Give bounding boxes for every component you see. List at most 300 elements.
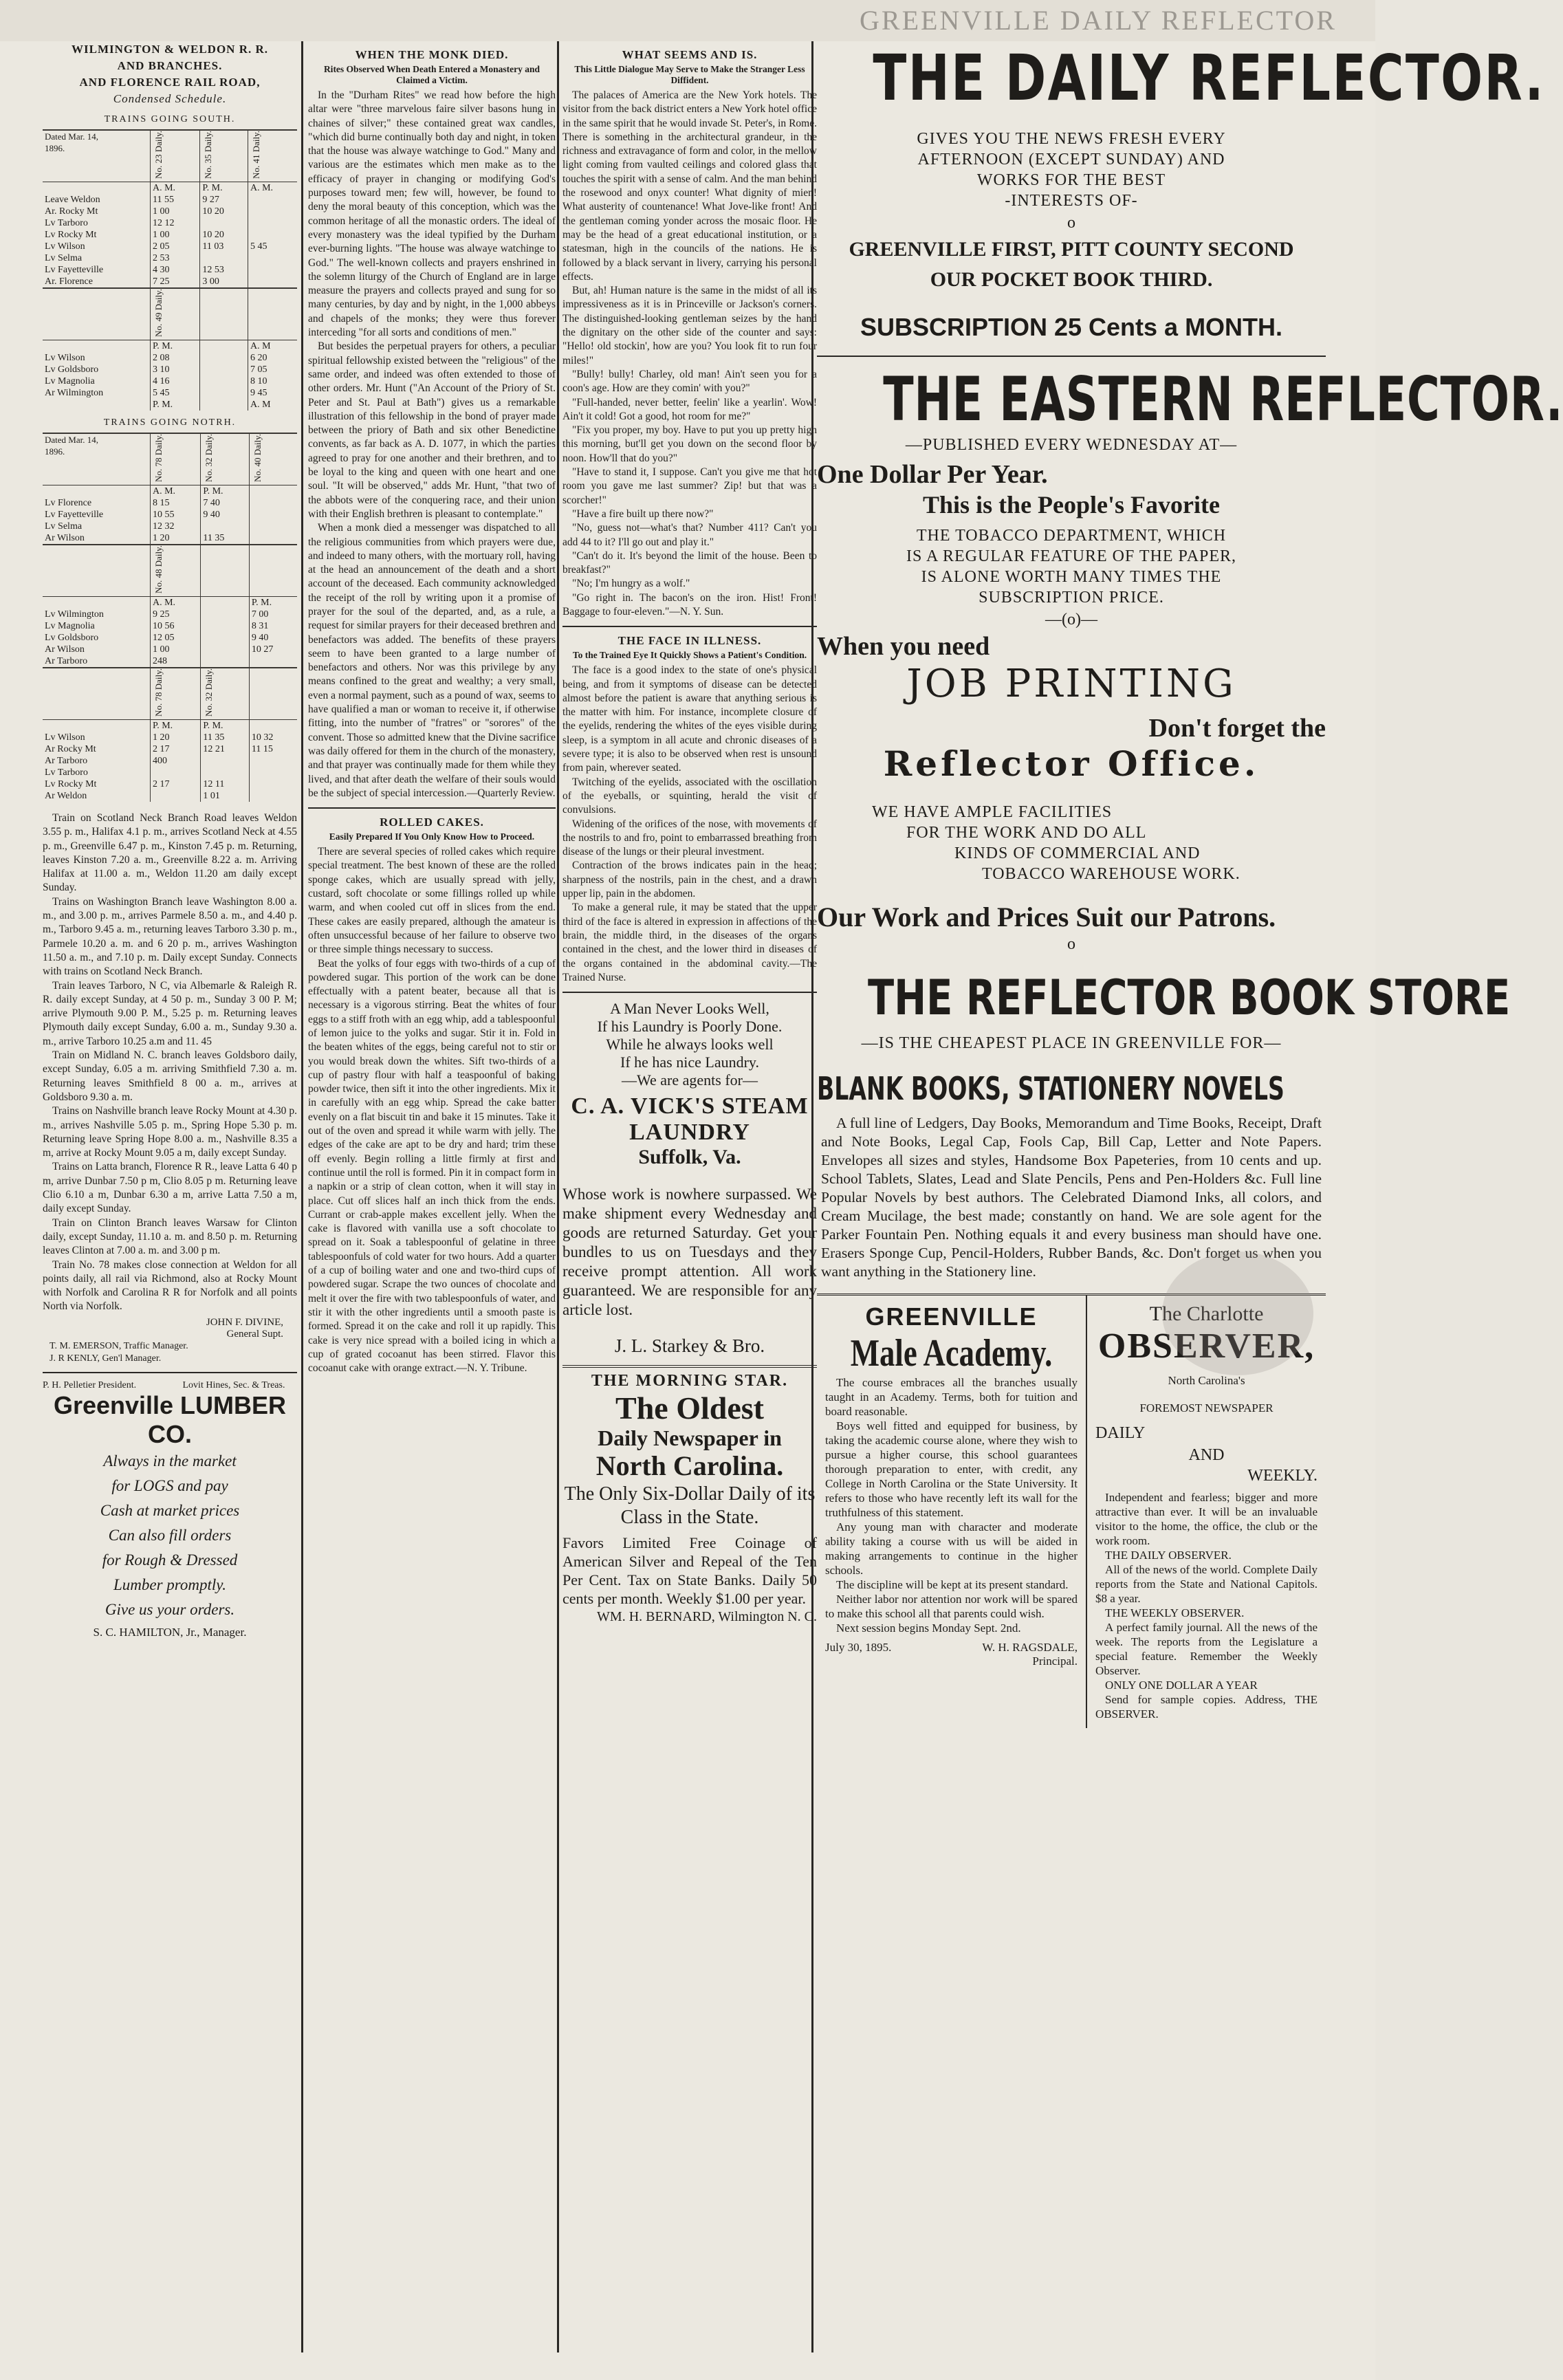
- schedule-cell: [200, 217, 248, 229]
- male-academy-ad: [817, 1296, 1086, 1728]
- lumber-line: Give us your orders.: [105, 1600, 235, 1618]
- article-paragraph: To make a general rule, it may be stated that the upper third of the face is altered in expression in affections of the brain, the middle third, in the diseases of the organs contained in the chest, and the lower third in diseases of the organs contained in the abdominal cavity.—The Trained Nurse.: [562, 902, 817, 983]
- laundry-top-line: If his Laundry is Poorly Done.: [597, 1018, 783, 1036]
- star-signature: WM. H. BERNARD, Wilmington N. C.: [597, 1609, 817, 1625]
- schedule-cell: 7 25: [151, 276, 200, 288]
- divider: [562, 992, 817, 993]
- daily-reflector-ad: [817, 41, 1546, 342]
- column-rule: [557, 41, 559, 2352]
- schedule-row: [43, 509, 297, 521]
- schedule-cell: 10 27: [249, 644, 297, 655]
- schedule-cell: Lv Wilson: [45, 353, 85, 363]
- schedule-cell: [151, 790, 201, 802]
- job-printing-title: JOB PRINTING: [906, 662, 1236, 706]
- schedule-cell: 9 27: [200, 194, 248, 206]
- schedule-cell: 12 32: [151, 521, 201, 532]
- lumber-line: Can also fill orders: [108, 1526, 232, 1544]
- schedule-note: Trains on Latta branch, Florence R R., leave Latta 6 40 p m, arrive Dunbar 7.50 p m, Clio 8.05 p m. Returning leave Clio 6.10 a m, Dunbar 6.30 a m, arrive Latta 7.50 a m, daily except Sunday.: [43, 1161, 297, 1215]
- article-paragraph: Widening of the orifices of the nose, with movements of the nostrils to and fro, point to embarrassed breathing from disease of the lungs or their pleural investment.: [562, 818, 817, 858]
- headline-face-in-illness: THE FACE IN ILLNESS.: [617, 634, 762, 648]
- schedule-cell: 1 00: [151, 206, 200, 217]
- schedule-cell: [249, 767, 297, 778]
- schedule-cell: 2 05: [151, 241, 200, 252]
- schedule-cell: [200, 340, 248, 353]
- schedule-cell: [200, 252, 248, 264]
- schedule-cell: P. M.: [200, 182, 248, 195]
- ad-line: One Dollar Per Year.: [817, 460, 1048, 489]
- column-advertisements: [817, 41, 1563, 2352]
- laundry-place: Suffolk, Va.: [638, 1146, 741, 1169]
- schedule-cell: Ar Wilson: [45, 644, 85, 655]
- article-paragraph: In the "Durham Rites" we read how before the high altar were "three marvelous faire silver basons hung in chaines of silver;" these contained great wax candles, "which did burne continually both day and night, in token that the house was alwaye watchinge to God." Many and various are the estimates which men make as to the efficacy of prayer in changing or modifying God's purposes toward men; few will, however, be found to deny the moral beauty of this conception, which was the common heritage of all the monastic orders. The ideal of every monastery was the ideal typified by the Durham ever-burning lights. "The house was alwaye watchinge to God." The well-known collects and prayers enshrined in the solemn liturgy of the Church of England are in large measure the prayers and collects prayed and sung for so many centuries, by day and by night, in the 1,000 abbeys and chapels of the monks; they were thus forever interceding "for all sorts and conditions of men.": [308, 89, 556, 339]
- schedule-cell: [201, 609, 250, 620]
- schedule-row: [43, 532, 297, 545]
- article-paragraph: "Can't do it. It's beyond the limit of the house. Been to breakfast?": [562, 549, 817, 576]
- divider: [562, 626, 817, 627]
- schedule-cell: Ar Tarboro: [45, 656, 88, 666]
- lumber-co-ad: [43, 1380, 297, 1639]
- academy-paragraph: The course embraces all the branches usually taught in an Academy. Terms, both for tuition and board reasonable.: [825, 1376, 1078, 1418]
- article-paragraph: Beat the yolks of four eggs with two-thirds of a cup of powdered sugar. This portion of the work can be done effectually with a patent beater, because all that is necessary is a vigorous stirring. Beat the whites of four eggs to a stiff froth with an egg whip, add a tablespoonful of lemon juice to the yolks and sugar. Stir it in. Fold in the beaten whites of the eggs, being careful not to stir or you would break down the whites. Sift two-thirds of a cup of pastry flour with half a teaspoonful of baking powder twice, then sift it into the other ingredients. Mix it in carefully with an egg whip. Spread the cake batter evenly on a flat biscuit tin and bake it 15 minutes. Take it out of the oven and spread it while warm with jelly. The edges of the cake are apt to be dry and hard; trim these off evenly. Begin rolling a little firmly at first and continue until the roll is formed. Pin it in compact form in a napkin or a strip of clean cotton, when it will stay in place. Cut off slices half an inch thick from the ends. Currant or crab-apple makes excellent jelly. When the cake is flavored with vanilla use a soft chocolate to spread on it. Soak a tablespoonful of gelatine in three tablespoonfuls of cold water for two hours. Add a quarter of a cup of boiling water and one and two-third cups of powdered sugar. Scrape the two ounces of chocolate and melt it over the fire with two tablespoonfuls of water, and stir it with the other ingredients until a smooth paste is formed. Spread it on the cake and roll it up rapidly. This cake is very nice spread with a boiled icing in which a cup of grated cocoanut has been stirred. Flavor this cocoanut cake with orange extract.—N. Y. Tribune.: [308, 957, 556, 1375]
- schedule-cell: 1 00: [151, 644, 201, 655]
- ad-line: Don't forget the: [1148, 714, 1326, 743]
- deck-what-seems: This Little Dialogue May Serve to Make the Stranger Less Diffident.: [574, 64, 805, 85]
- schedule-cell: [200, 399, 248, 411]
- headline-what-seems-and-is: WHAT SEEMS AND IS.: [622, 48, 758, 61]
- schedule-header-cell: [43, 288, 151, 340]
- schedule-header-text: No. 78 Daily.: [153, 668, 164, 717]
- schedule-header-row: [43, 545, 297, 597]
- schedule-cell: Lv Wilson: [45, 732, 85, 743]
- schedule-cell: [43, 340, 151, 353]
- ad-line: WE HAVE AMPLE FACILITIES: [872, 803, 1113, 821]
- schedule-cell: 1 00: [151, 229, 200, 241]
- eastern-reflector-ad: [817, 364, 1563, 631]
- lumber-line: for Rough & Dressed: [102, 1551, 238, 1569]
- schedule-header-cell: [201, 433, 250, 485]
- signature-name: JOHN F. DIVINE,: [206, 1316, 283, 1328]
- schedule-cell: 1 20: [151, 732, 201, 743]
- schedule-cell: A. M.: [151, 182, 200, 195]
- schedule-cell: [43, 182, 151, 195]
- schedule-cell: [201, 597, 250, 609]
- schedule-cell: Lv Wilmington: [45, 609, 104, 620]
- lumber-line: Cash at market prices: [100, 1501, 240, 1519]
- schedule-header-text: No. 32 Daily.: [204, 668, 215, 717]
- schedule-cell: 8 15: [151, 497, 201, 509]
- schedule-cell: [248, 276, 297, 288]
- schedule-header-cell: [43, 433, 151, 485]
- schedule-cell: [201, 632, 250, 644]
- observer-line: DAILY: [1095, 1424, 1146, 1442]
- schedule-cell: 12 11: [201, 778, 250, 790]
- schedule-cell: 400: [151, 755, 201, 767]
- schedule-cell: 10 55: [151, 509, 201, 521]
- masthead-line: WILMINGTON & WELDON R. R.: [71, 43, 268, 56]
- article-paragraph: But, ah! Human nature is the same in the midst of all its impressiveness as it is in Princeville or Jackson's corners. The distinguished-looking gentleman seizes by the hand the dignitary on the other side of the counter and says: "Hello! old stockin', how are you? You look fit to run four miles!": [562, 285, 817, 367]
- schedule-cell: 11 03: [200, 241, 248, 252]
- schedule-header-cell: [200, 130, 248, 182]
- schedule-note: Train leaves Tarboro, N C, via Albemarle & Raleigh R. R. daily except Sunday, at 4 50 p. m., Sunday 3 00 P. M; arrive Plymouth 9.00 P. M., 5.25 p. m. Returning leaves Plymouth daily except Sunday, 6.00 a. m., Sunday 9.30 a. m., arrive Tarboro 10.25 a.m and 11. 45: [43, 979, 297, 1047]
- schedule-header-text: No. 23 Daily.: [153, 131, 164, 179]
- article-paragraph: But besides the perpetual prayers for others, a peculiar spiritual fellowship existed between the "religious" of the same order, and indeed was often extended to those of other orders. Mr. Hunt ("An Account of the Priory of St. Peter and St. Paul at Bath") gives us a remarkable illustration of this fellowship in the bond of prayer made between the priory of Bath and six other Benedictine convents, as far back as A. D. 1077, in which the parties agreed to pray for one another and their brethren, and to be loyal to the king and queen with one heart and one soul. "It will be observed," adds Mr. Hunt, "that two of the abbots were of the conquering race, and their union with their English brethren is pleasant to contemplate.": [308, 340, 556, 520]
- article-paragraph: "Bully! bully! Charley, old man! Ain't seen you for a coon's age. How are they comin' with you?": [562, 368, 817, 395]
- divider: [817, 356, 1326, 357]
- schedule-cell: 7 40: [201, 497, 250, 509]
- signature-emerson: T. M. EMERSON, Traffic Manager.: [50, 1340, 188, 1351]
- article-paragraph: "Full-handed, never better, feelin' like a yearlin'. Wow! Ain't it cold! Got a good, hot room for me?": [562, 396, 817, 422]
- schedule-row: [43, 644, 297, 655]
- book-store-title: THE REFLECTOR BOOK STORE: [868, 970, 1511, 1026]
- schedule-cell: [249, 497, 297, 509]
- schedule-row: [43, 399, 297, 411]
- schedule-cell: 7 00: [249, 609, 297, 620]
- schedule-cell: [249, 790, 297, 802]
- ad-line: This is the People's Favorite: [923, 491, 1220, 518]
- article-paragraph: There are several species of rolled cakes which require special treatment. The best known of these are the rolled sponge cakes, which are usually spread with jelly, custard, soft chocolate or some fillings rolled up while warm, and when cooled cut off in slices from the end. These cakes are easily prepared, although the amateur is often unsuccessful because of her failure to observe two or three simple things necessary to success.: [308, 846, 556, 956]
- ad-line: GREENVILLE FIRST, PITT COUNTY SECOND: [849, 238, 1294, 261]
- schedule-cell: P. M.: [249, 597, 297, 609]
- schedule-cell: 2 08: [151, 352, 200, 364]
- schedule-cell: Lv Tarboro: [45, 218, 88, 228]
- observer-paragraph: THE WEEKLY OBSERVER.: [1105, 1606, 1245, 1619]
- ad-line: GIVES YOU THE NEWS FRESH EVERY: [917, 130, 1226, 148]
- schedule-header-cell: [151, 668, 201, 720]
- lumber-line: Always in the market: [103, 1452, 237, 1470]
- schedule-cell: 4 30: [151, 264, 200, 276]
- headline-when-the-monk-died: WHEN THE MONK DIED.: [355, 48, 509, 61]
- schedule-cell: [200, 387, 248, 399]
- laundry-body: Whose work is nowhere surpassed. We make shipment every Wednesday and goods are returned Saturday. Get your bundles to us on Tuesdays and they receive prompt attention. All work guaranteed. We are responsible for any article lost.: [562, 1186, 817, 1319]
- job-printing-ad: [817, 631, 1326, 956]
- schedule-cell: Lv Magnolia: [45, 621, 95, 631]
- schedule-row: [43, 778, 297, 790]
- schedule-row: [43, 743, 297, 755]
- schedule-title-south: TRAINS GOING SOUTH.: [104, 114, 236, 124]
- schedule-row: [43, 352, 297, 364]
- schedule-row: [43, 375, 297, 387]
- schedule-header-text: No. 41 Daily.: [250, 131, 261, 179]
- masthead-line: Condensed Schedule.: [113, 92, 227, 105]
- schedule-row: [43, 790, 297, 802]
- article-paragraph: When a monk died a messenger was dispatched to all the religious communities from which prayers were due, and indeed to many others, with the mortuary roll, having at the head an announcement of the death and a short account of the deceased. Each community acknowledged the receipt of the roll by writing upon it a promise of prayer for the soul of the departed, and, as a rule, a request for similar prayers for their deceased brethren and benefactors was added. The benefits of these prayers seem to have been granted to a large number of benefactors and others. Nor was this privilege by any means confined to the great and wealthy; a very small, even a normal payment, such as a pound of wax, seems to have qualified a man or woman to receive it, if otherwise fitting, into the number of "fratres" or "sorores" of the convent. Those so admitted knew that the Divine sacrifice was daily offered for them in the church of the monastery, and that prayer was continually made for them while they lived, and that after death the welfare of their souls would be the subject of special intercession.—Quarterly Review.: [308, 522, 556, 799]
- morning-star-ad: [562, 1365, 817, 1623]
- schedule-row: [43, 597, 297, 609]
- schedule-cell: 12 05: [151, 632, 201, 644]
- headline-rolled-cakes: ROLLED CAKES.: [380, 816, 484, 829]
- article-paragraph: Twitching of the eyelids, associated with the oscillation of the eyeballs, or squinting, herald the visit of convulsions.: [562, 776, 817, 816]
- schedule-row: [43, 276, 297, 288]
- schedule-title-north: TRAINS GOING NOTRH.: [103, 417, 237, 428]
- schedule-cell: 2 53: [151, 252, 200, 264]
- schedule-cell: 12 21: [201, 743, 250, 755]
- star-line-4: The Only Six-Dollar Daily of its Class in the State.: [564, 1483, 816, 1529]
- header-strip: [0, 0, 1375, 41]
- article-paragraph: "Have a fire built up there now?": [572, 507, 714, 520]
- column-articles-2: [562, 41, 817, 2352]
- star-line-1: The Oldest: [615, 1390, 764, 1426]
- schedule-cell: [248, 264, 297, 276]
- schedule-row: [43, 732, 297, 743]
- schedule-header-text: No. 40 Daily.: [252, 434, 263, 482]
- schedule-cell: 2 17: [151, 778, 201, 790]
- observer-line: FOREMOST NEWSPAPER: [1139, 1401, 1274, 1415]
- schedule-row: [43, 217, 297, 229]
- schedule-cell: A. M: [248, 340, 297, 353]
- schedule-header-cell: [249, 668, 297, 720]
- star-line-3: North Carolina.: [595, 1450, 784, 1482]
- schedule-cell: [249, 509, 297, 521]
- schedule-header-cell: [151, 545, 201, 597]
- column-articles-1: [308, 41, 556, 2352]
- schedule-header-row: [43, 668, 297, 720]
- lumber-line: Lumber promptly.: [113, 1575, 226, 1593]
- schedule-row: [43, 755, 297, 767]
- schedule-note: Trains on Washington Branch leave Washington 8.00 a. m., and 3.00 p. m., arrives Parmele 8.50 a. m., and 4.40 p. m., Tarboro 9.45 a. m., returning leaves Tarboro 3.30 p. m., Parmele 10.20 a. m. and 6 20 p. m., arrives Washington 11.50 a. m., and 7.10 p. m. Daily except Sunday. Connects with trains on Scotland Neck Branch.: [43, 895, 297, 978]
- ad-line: When you need: [817, 632, 990, 661]
- schedule-cell: 1 01: [201, 790, 250, 802]
- observer-paragraph: Send for sample copies. Address, THE OBSERVER.: [1095, 1693, 1318, 1721]
- schedule-row: [43, 387, 297, 399]
- schedule-cell: Lv Fayetteville: [45, 510, 104, 520]
- laundry-top-line: While he always looks well: [606, 1036, 774, 1053]
- lumber-manager: S. C. HAMILTON, Jr., Manager.: [93, 1625, 247, 1639]
- article-paragraph: The face is a good index to the state of one's physical being, and from it symptoms of disease can be detected almost before the patient is aware that anything serious is the matter with him. For instance, incomplete closure of the eyelids, rendering the whites of the eyes visible during sleep, is a symptom in all acute and chronic diseases of a severe type; it is also to be observed when rest is unsound from pain, wherever seated.: [562, 664, 817, 774]
- schedule-row: [43, 194, 297, 206]
- schedule-header-cell: [201, 668, 250, 720]
- schedule-header-text: No. 48 Daily.: [153, 545, 164, 593]
- schedule-cell: [249, 655, 297, 668]
- ad-line: KINDS OF COMMERCIAL AND: [954, 844, 1201, 862]
- schedule-row: [43, 521, 297, 532]
- observer-line: WEEKLY.: [1247, 1467, 1318, 1485]
- schedule-cell: [249, 755, 297, 767]
- divider: [308, 807, 556, 809]
- book-store-ad: [817, 970, 1511, 1281]
- ink-blot: [1162, 1252, 1313, 1375]
- academy-title-2: Male Academy.: [850, 1332, 1053, 1375]
- schedule-cell: Ar Rocky Mt: [45, 744, 96, 754]
- subscription-line: SUBSCRIPTION 25 Cents a MONTH.: [860, 313, 1283, 341]
- schedule-header-cell: [151, 130, 200, 182]
- schedule-cell: [249, 485, 297, 498]
- book-store-subtitle: BLANK BOOKS, STATIONERY NOVELS: [817, 1070, 1285, 1107]
- observer-paragraph: Independent and fearless; bigger and more attractive than ever. It will be an invaluable visitor to the home, the office, the club or the work room.: [1095, 1491, 1318, 1547]
- lumber-co-name: Greenville LUMBER CO.: [53, 1390, 287, 1448]
- article-paragraph: "No; I'm hungry as a wolf.": [572, 578, 690, 590]
- lumber-president: P. H. Pelletier President.: [43, 1379, 137, 1390]
- ad-line: —PUBLISHED EVERY WEDNESDAY AT—: [905, 436, 1238, 454]
- schedule-cell: A. M: [248, 399, 297, 411]
- ad-line: TOBACCO WAREHOUSE WORK.: [982, 865, 1240, 883]
- schedule-cell: 12 53: [200, 264, 248, 276]
- schedule-header-cell: [43, 668, 151, 720]
- schedule-cell: Ar. Florence: [45, 276, 93, 287]
- schedule-cell: 248: [151, 655, 201, 668]
- lumber-line: for LOGS and pay: [111, 1476, 228, 1494]
- schedule-cell: 9 40: [249, 632, 297, 644]
- observer-title-2: OBSERVER,: [1097, 1327, 1315, 1366]
- laundry-top-line: A Man Never Looks Well,: [610, 1000, 769, 1018]
- reflector-office: Reflector Office.: [883, 743, 1260, 784]
- schedule-row: [43, 767, 297, 778]
- schedule-cell: P. M.: [151, 720, 201, 732]
- observer-line: North Carolina's: [1168, 1374, 1245, 1387]
- schedule-cell: [201, 767, 250, 778]
- article-paragraph: "Have to stand it, I suppose. Can't you give me that hot room you gave me last summer? Zip! but that was a scorcher!": [562, 466, 817, 506]
- schedule-cell: 3 10: [151, 364, 200, 375]
- schedule-note: Train on Clinton Branch leaves Warsaw for Clinton daily, except Sunday, 11.10 a. m. and 8.50 p. m. Returning leaves Clinton at 7.00 a. m. and 3.00 p m.: [43, 1216, 297, 1257]
- lumber-secretary: Lovit Hines, Sec. & Treas.: [182, 1379, 285, 1390]
- schedule-cell: [248, 206, 297, 217]
- schedule-header-cell: [151, 433, 201, 485]
- academy-paragraph: Neither labor nor attention nor work will be spared to make this school all that parents could wish.: [825, 1593, 1078, 1620]
- article-paragraph: "Fix you proper, my boy. Have to put you up pretty high this morning, but'll get you down on the second floor by noon. How'll that do you?": [562, 424, 817, 464]
- schedule-cell: Lv Rocky Mt: [45, 230, 97, 240]
- column-rule: [301, 41, 303, 2352]
- ornament: o: [1067, 214, 1075, 232]
- schedule-cell: [201, 620, 250, 632]
- observer-paragraph: THE DAILY OBSERVER.: [1105, 1549, 1232, 1562]
- schedule-cell: 11 55: [151, 194, 200, 206]
- observer-line: AND: [1188, 1446, 1225, 1464]
- signature-title: General Supt.: [226, 1328, 283, 1340]
- schedule-cell: 3 00: [200, 276, 248, 288]
- schedule-row: [43, 340, 297, 353]
- schedule-row: [43, 264, 297, 276]
- schedule-cell: 1 20: [151, 532, 201, 545]
- schedule-cell: 2 17: [151, 743, 201, 755]
- article-paragraph: "Go right in. The bacon's on the iron. Hist! Front! Baggage to four-eleven."—N. Y. Sun.: [562, 591, 817, 618]
- schedule-cell: [43, 485, 151, 498]
- schedule-cell: [248, 229, 297, 241]
- star-body: Favors Limited Free Coinage of American Silver and Repeal of the Ten Per Cent. Tax on State Banks. Daily 50 cents per month. Weekly $1.00 per year.: [562, 1534, 817, 1608]
- academy-paragraph: The discipline will be kept at its present standard.: [836, 1578, 1069, 1591]
- schedule-cell: Ar Wilson: [45, 533, 85, 543]
- schedule-cell: 5 45: [151, 387, 200, 399]
- schedule-row: [43, 364, 297, 375]
- column-railroad-schedule: [43, 41, 297, 2352]
- observer-title-1: The Charlotte: [1149, 1302, 1264, 1325]
- schedule-row: [43, 632, 297, 644]
- schedule-row: [43, 241, 297, 252]
- article-paragraph: "No, guess not—what's that? Number 411? Can't you add 44 to it? I'll go out and play it.": [562, 522, 817, 548]
- schedule-header-cell: [249, 433, 297, 485]
- schedule-cell: [248, 252, 297, 264]
- schedule-header-text: No. 35 Daily.: [203, 131, 214, 179]
- schedule-cell: 11 15: [249, 743, 297, 755]
- schedule-cell: 11 35: [201, 732, 250, 743]
- schedule-row: [43, 252, 297, 264]
- schedule-cell: 4 16: [151, 375, 200, 387]
- laundry-agents: —We are agents for—: [622, 1071, 758, 1089]
- schedule-note: Train on Midland N. C. branch leaves Goldsboro daily, except Sunday, 6.05 a m. arriving Smithfield 7.30 a. m. Returning leaves Smithfield 8 00 a. m., arrives at Goldsboro 9.30 a. m.: [43, 1049, 297, 1103]
- schedule-cell: [43, 399, 151, 411]
- schedule-cell: Lv Fayetteville: [45, 265, 104, 275]
- masthead-line: AND FLORENCE RAIL ROAD,: [79, 76, 261, 89]
- schedule-cell: A. M.: [151, 485, 201, 498]
- deck-face: To the Trained Eye It Quickly Shows a Patient's Condition.: [572, 650, 807, 661]
- schedule-note: Trains on Nashville branch leave Rocky Mount at 4.30 p. m., arrives Nashville 5.05 p. m., Spring Hope 5.30 p. m. Returning leave Spring Hope 8.00 a. m., Nashville 8.35 a m, arrive at Rocky Mount 9.05 a m, daily except Sunday.: [43, 1105, 297, 1159]
- schedule-cell: [249, 778, 297, 790]
- schedule-notes: [43, 811, 297, 1314]
- header-strip-text: GREENVILLE DAILY REFLECTOR: [860, 5, 1337, 36]
- schedule-row: [43, 620, 297, 632]
- laundry-name: C. A. VICK'S STEAM LAUNDRY: [571, 1093, 809, 1146]
- academy-principal: Principal.: [1032, 1655, 1078, 1668]
- schedule-cell: Ar Tarboro: [45, 756, 88, 766]
- schedule-cell: [43, 597, 151, 609]
- schedule-cell: 7 05: [248, 364, 297, 375]
- schedule-cell: 10 56: [151, 620, 201, 632]
- schedule-row: [43, 206, 297, 217]
- eastern-reflector-title: THE EASTERN REFLECTOR.: [883, 364, 1563, 435]
- signature-kenly: J. R KENLY, Gen'l Manager.: [50, 1353, 162, 1364]
- schedule-cell: [151, 767, 201, 778]
- deck-cakes: Easily Prepared If You Only Know How to Proceed.: [329, 831, 535, 842]
- academy-paragraph: Next session begins Monday Sept. 2nd.: [836, 1622, 1021, 1635]
- schedule-header-cell: [43, 130, 151, 182]
- schedule-note: Train No. 78 makes close connection at Weldon for all points daily, all rail via Richmond, also at Rocky Mount with Norfolk and Carolina R R for Norfolk and all points North via Norfolk.: [43, 1258, 297, 1313]
- daily-reflector-title: THE DAILY REFLECTOR.: [873, 41, 1546, 115]
- schedule-cell: 8 10: [248, 375, 297, 387]
- schedule-cell: Lv Goldsboro: [45, 364, 99, 375]
- schedule-header-row: [43, 288, 297, 340]
- ad-line: SUBSCRIPTION PRICE.: [979, 589, 1164, 607]
- laundry-ad: [562, 1000, 817, 1357]
- schedule-row: [43, 720, 297, 732]
- schedule-cell: Lv Magnolia: [45, 376, 95, 386]
- schedule-row: [43, 182, 297, 195]
- schedule-cell: Lv Florence: [45, 498, 92, 508]
- ad-line: FOR THE WORK AND DO ALL: [906, 824, 1147, 842]
- schedule-cell: [43, 720, 151, 732]
- laundry-top-line: If he has nice Laundry.: [620, 1053, 759, 1071]
- schedule-cell: [201, 655, 250, 668]
- schedule-cell: P. M.: [201, 485, 250, 498]
- schedule-cell: Lv Rocky Mt: [45, 779, 97, 789]
- schedule-cell: 6 20: [248, 352, 297, 364]
- schedule-cell: [248, 217, 297, 229]
- signature-divine: [43, 1317, 283, 1340]
- observer-paragraph: ONLY ONE DOLLAR A YEAR: [1105, 1679, 1258, 1692]
- schedule-header-text: Dated Mar. 14, 1896.: [45, 435, 98, 457]
- schedule-header-cell: [248, 288, 297, 340]
- schedule-cell: Leave Weldon: [45, 195, 100, 205]
- railroad-masthead: [43, 41, 297, 107]
- schedule-header-text: Dated Mar. 14, 1896.: [45, 131, 98, 153]
- schedule-header-cell: [201, 545, 250, 597]
- schedule-header-row: [43, 433, 297, 485]
- schedule-cell: [201, 644, 250, 655]
- ornament: —(o)—: [1045, 611, 1097, 629]
- academy-paragraph: Any young man with character and moderate ability taking a course with us will be aided in making arrangements to continue in the higher schools.: [825, 1520, 1078, 1577]
- schedule-cell: Lv Selma: [45, 253, 83, 263]
- schedule-row: [43, 609, 297, 620]
- schedule-header-text: No. 49 Daily.: [153, 289, 164, 337]
- laundry-signature: J. L. Starkey & Bro.: [614, 1335, 765, 1357]
- divider: [43, 1372, 297, 1373]
- schedule-cell: 9 40: [201, 509, 250, 521]
- schedule-cell: [201, 755, 250, 767]
- schedule-cell: P. M.: [151, 340, 200, 353]
- schedule-cell: P. M.: [151, 399, 200, 411]
- schedule-cell: [200, 352, 248, 364]
- ad-line: AFTERNOON (EXCEPT SUNDAY) AND: [917, 151, 1225, 168]
- masthead-line: AND BRANCHES.: [117, 59, 223, 72]
- ad-line: THE TOBACCO DEPARTMENT, WHICH: [916, 527, 1227, 545]
- schedule-cell: 10 20: [200, 229, 248, 241]
